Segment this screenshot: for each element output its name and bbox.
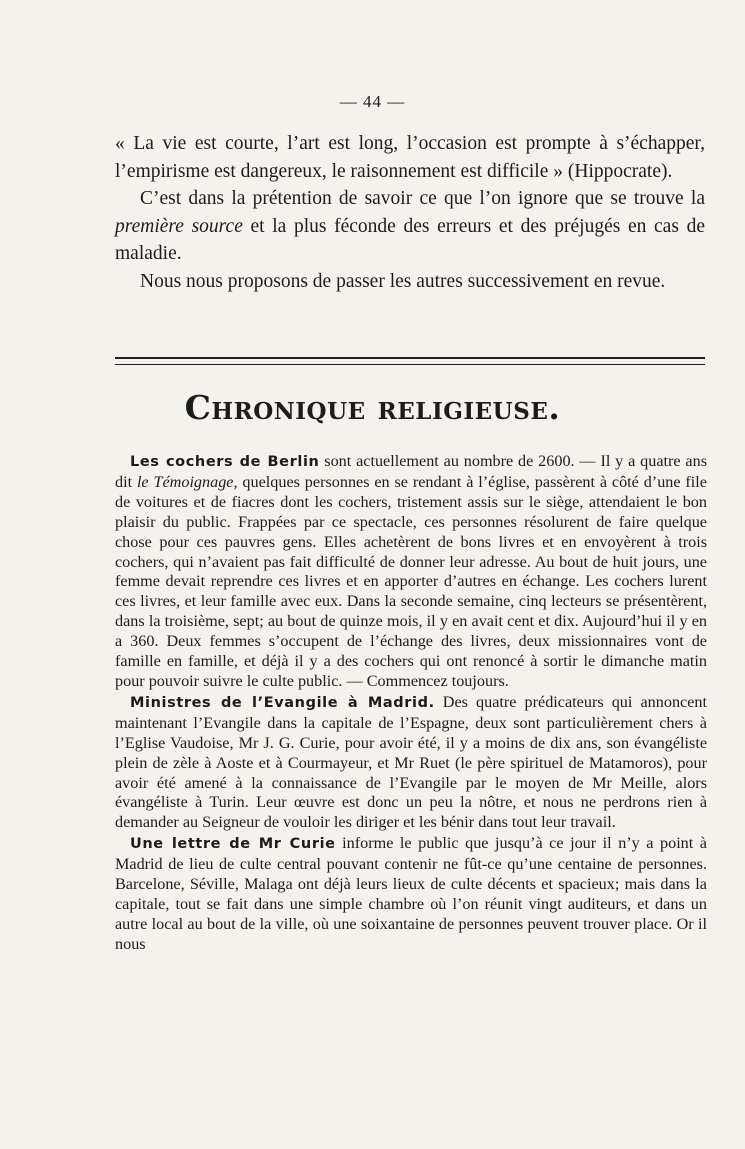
emphasis: le Témoignage [136,472,234,491]
intro-paragraph-2: C’est dans la prétention de savoir ce que l’on ignore que se trouve la première source et la plus féconde des erreurs et des préjugés en cas de maladie. [115,188,705,264]
intro-paragraph-3: Nous nous proposons de passer les autres successivement en revue. [140,270,666,292]
hippocrates-quote: « La vie est courte, l’art est long, l’occasion est prompte à s’échapper, l’empirisme est dangereux, le raisonnement est difficile » (Hippocrate). [115,133,705,182]
page-number: — 44 — [339,92,406,111]
news-item: Les cochers de Berlin sont actuellement au nombre de 2600. — Il y a quatre ans dit le Témoignage, quelques personnes en se rendant à l’église, passèrent à côté d’une file de voitures et de fiacres dont les cochers, tristement assis sur le siège, attendaient le bon plaisir du public. Frappées par ce spectacle, ces personnes résolurent de faire quelque chose pour ces pauvres gens. Elles achetèrent de bons livres et en envoyèrent à trois cochers, qui n’avaient pas fait difficulté de donner leur adresse. Au bout de huit jours, une femme devait reprendre ces livres et en apporter d’autres en échange. Les cochers lurent ces livres, et leur famille avec eux. Dans la seconde semaine, cinq lecteurs se présentèrent, dans la troisième, sept; au bout de quinze mois, il y en avait cent et dix. Aujourd’hui il y en a 360. Deux femmes s’occupent de l’échange des livres, deux missionnaires vont de famille en famille, et déjà il y a des cochers qui ont renoncé à sortir le dimanche matin pour pouvoir suivre le culte public. — Commencez toujours. [115,452,707,690]
chronique-body [115,452,707,956]
emphasis: première source [115,215,243,237]
section-title: Chronique religieuse. [184,388,561,427]
news-item: Une lettre de Mr Curie informe le public que jusqu’à ce jour il n’y a point à Madrid de lieu de culte central pouvant contenir ne fût-ce qu’une centaine de personnes. Barcelone, Séville, Malaga ont déjà leurs lieux de culte décents et spacieux; mais dans la capitale, tout se fait dans une simple chambre où l’on réunit vingt auditeurs, et dans un autre local au bout de la ville, où une soixantaine de personnes peuvent trouver place. Or il nous [115,834,707,953]
section-divider [115,357,705,365]
item-heading: Une lettre de Mr Curie [130,836,336,853]
intro-text [115,130,705,295]
item-heading: Les cochers de Berlin [130,454,320,470]
item-heading: Ministres de l’Evangile à Madrid. [130,694,435,711]
news-item: Ministres de l’Evangile à Madrid. Des quatre prédicateurs qui annoncent maintenant l’Evangile dans la capitale de l’Espagne, deux sont particulièrement chers à l’Eglise Vaudoise, Mr J. G. Curie, pour avoir été, il y a moins de dix ans, son évangéliste plein de zèle à Aoste et à Courmayeur, et Mr Ruet (le père spirituel de Matamoros), pour avoir été amené à la connaissance de l’Evangile par le moyen de Mr Meille, alors évangéliste à Turin. Leur œuvre est donc un peu la nôtre, et nous ne perdrons rien à demander au Seigneur de vouloir les diriger et les bénir dans tout leur travail. [115,692,707,832]
